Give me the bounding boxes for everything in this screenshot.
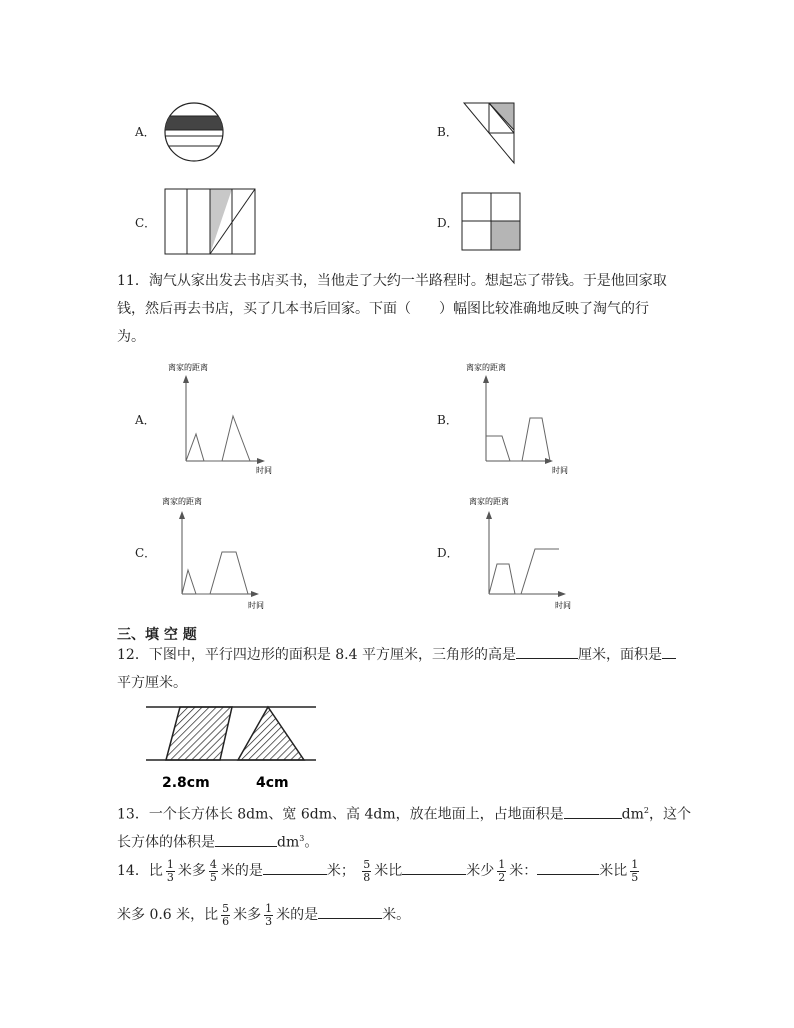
q14-text: 米；: [326, 863, 355, 879]
fraction: $\frac{1}{3}$: [265, 901, 273, 928]
q13-sup2: 2: [643, 806, 649, 815]
q14-blank-3[interactable]: [537, 860, 599, 875]
q14-text: 米：: [509, 863, 538, 879]
q14-text: 米多 0.6 米，比: [117, 907, 219, 923]
q12-blank-area[interactable]: [662, 644, 676, 659]
graph-a-xlabel: 时间: [256, 466, 272, 475]
graph-c-ylabel: 离家的距离: [162, 497, 202, 506]
graph-b-ylabel: 离家的距离: [466, 363, 506, 372]
q13-unit-volume: dm: [277, 834, 300, 851]
fraction: $\frac{5}{8}$: [363, 857, 371, 884]
parallelogram-triangle-figure: [140, 698, 326, 794]
q14-blank-1[interactable]: [263, 860, 327, 875]
q13-unit-area: dm: [621, 806, 644, 823]
q14-text: 米的是: [276, 907, 319, 923]
option-c-label[interactable]: C．: [135, 216, 157, 230]
q14-text: 米多: [177, 863, 206, 879]
graph-a: [166, 358, 286, 476]
graph-d: [467, 492, 587, 612]
q14-line2: [117, 900, 717, 930]
q13-line1-text: 13．一个长方体长 8dm、宽 6dm、高 4dm，放在地面上，占地面积是: [117, 806, 564, 823]
q13-blank-area[interactable]: [564, 804, 622, 819]
q12-line1: [117, 641, 717, 669]
q14-text: 14．比: [117, 863, 163, 879]
q12-line2: 平方厘米。: [117, 675, 187, 691]
graph-d-ylabel: 离家的距离: [469, 497, 509, 506]
q11-option-c[interactable]: C．: [135, 546, 157, 560]
graph-c-xlabel: 时间: [248, 601, 264, 610]
para-base-label: 2.8cm: [162, 775, 210, 791]
graph-d-xlabel: 时间: [555, 601, 571, 610]
q14-text: 米比: [374, 863, 403, 879]
option-d-label[interactable]: D．: [437, 216, 459, 230]
triangle-figure: [460, 100, 520, 166]
fraction: $\frac{1}{3}$: [166, 857, 174, 884]
q13-blank-volume[interactable]: [215, 832, 277, 847]
graph-b-xlabel: 时间: [552, 466, 568, 475]
tri-base-label: 4cm: [256, 775, 289, 791]
fraction: $\frac{1}{5}$: [631, 857, 639, 884]
q13-line1-text-c: ，这个: [648, 806, 691, 823]
q14-text: 米比: [599, 863, 628, 879]
option-a-label[interactable]: A．: [135, 125, 156, 139]
graph-a-ylabel: 离家的距离: [168, 363, 208, 372]
q11-option-a[interactable]: A．: [135, 413, 156, 427]
option-b-label[interactable]: B．: [437, 125, 458, 139]
q11-option-b[interactable]: B．: [437, 413, 458, 427]
fraction: $\frac{4}{5}$: [209, 857, 217, 884]
rectangle-figure: [163, 187, 259, 257]
square-figure: [460, 191, 524, 253]
q12-line1-text-b: 厘米，面积是: [577, 647, 662, 663]
q13-line2: [117, 825, 677, 857]
q11-line1: 11．淘气从家出发去书店买书，当他走了大约一半路程时。想起忘了带钱。于是他回家取: [117, 273, 667, 289]
q13-line2-end: 。: [304, 834, 319, 851]
q14-blank-2[interactable]: [402, 860, 466, 875]
q13-line1: [117, 797, 717, 829]
q14-text: 米的是: [220, 863, 263, 879]
graph-c: [160, 492, 280, 612]
fraction: $\frac{5}{6}$: [222, 901, 230, 928]
q11-line2: 钱，然后再去书店，买了几本书后回家。下面（ ）幅图比较准确地反映了淘气的行: [117, 301, 649, 317]
q13-line2-text: 长方体的体积是: [117, 834, 215, 851]
q11-line3: 为。: [117, 329, 145, 345]
section-title: 三、填 空 题: [117, 627, 197, 643]
graph-b: [464, 358, 584, 476]
circle-figure: [162, 100, 226, 164]
q14-line1: [117, 856, 717, 886]
q12-line1-text: 12．下图中，平行四边形的面积是 8.4 平方厘米，三角形的高是: [117, 647, 516, 663]
q13-sup3: 3: [299, 834, 305, 843]
fraction: $\frac{1}{2}$: [498, 857, 506, 884]
q14-text: 米。: [382, 907, 411, 923]
q14-text: 米少: [466, 863, 495, 879]
q11-option-d[interactable]: D．: [437, 546, 459, 560]
q12-blank-height[interactable]: [516, 644, 578, 659]
q14-text: 米多: [233, 907, 262, 923]
q14-blank-4[interactable]: [318, 904, 382, 919]
